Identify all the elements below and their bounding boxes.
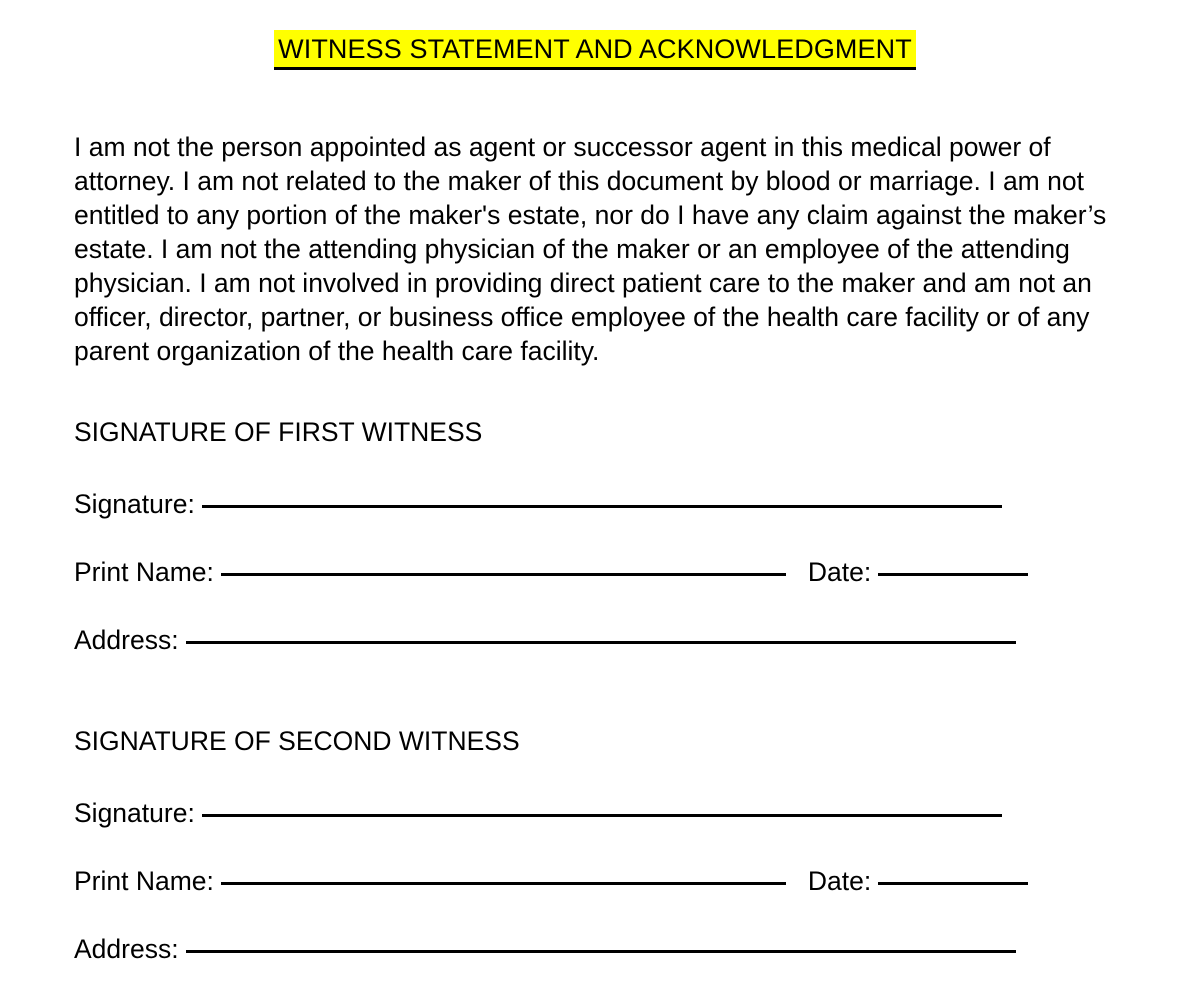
second-witness-print-name-label: Print Name: (74, 866, 214, 896)
second-witness-address-row (74, 932, 1016, 966)
page-title: WITNESS STATEMENT AND ACKNOWLEDGMENT (274, 30, 916, 70)
first-witness-date-input[interactable] (878, 573, 1028, 576)
first-witness-print-name-input[interactable] (221, 573, 786, 576)
second-witness-address-input[interactable] (186, 950, 1016, 953)
first-witness-print-name-label: Print Name: (74, 557, 214, 587)
second-witness-print-name-input[interactable] (221, 882, 786, 885)
section-heading-second-witness: SIGNATURE OF SECOND WITNESS (74, 726, 520, 756)
witness-statement-paragraph: I am not the person appointed as agent or successor agent in this medical power of attorney. I am not related to the maker of this document by blood or marriage. I am not entitled to any portion of the maker's estate, nor do I have any claim against the maker’s estate. I am not the attending physician of the maker or an employee of the attending physician. I am not involved in providing direct patient care to the maker and am not an officer, director, partner, or business office employee of the health care facility or of any parent organization of the health care facility. (74, 131, 1107, 366)
first-witness-date-label: Date: (807, 557, 872, 587)
second-witness-signature-input[interactable] (202, 814, 1002, 817)
second-witness-date-label: Date: (807, 866, 872, 896)
first-witness-signature-row (74, 487, 1002, 521)
second-witness-address-label: Address: (74, 934, 179, 964)
second-witness-signature-label: Signature: (74, 798, 195, 828)
first-witness-signature-label: Signature: (74, 489, 195, 519)
title-row (0, 30, 1190, 70)
second-witness-printname-row (74, 864, 1028, 898)
first-witness-address-row (74, 623, 1016, 657)
first-witness-printname-row (74, 555, 1028, 589)
second-witness-signature-row (74, 796, 1002, 830)
first-witness-signature-input[interactable] (202, 505, 1002, 508)
section-heading-first-witness: SIGNATURE OF FIRST WITNESS (74, 417, 483, 447)
first-witness-address-label: Address: (74, 625, 179, 655)
second-witness-date-input[interactable] (878, 882, 1028, 885)
first-witness-address-input[interactable] (186, 641, 1016, 644)
